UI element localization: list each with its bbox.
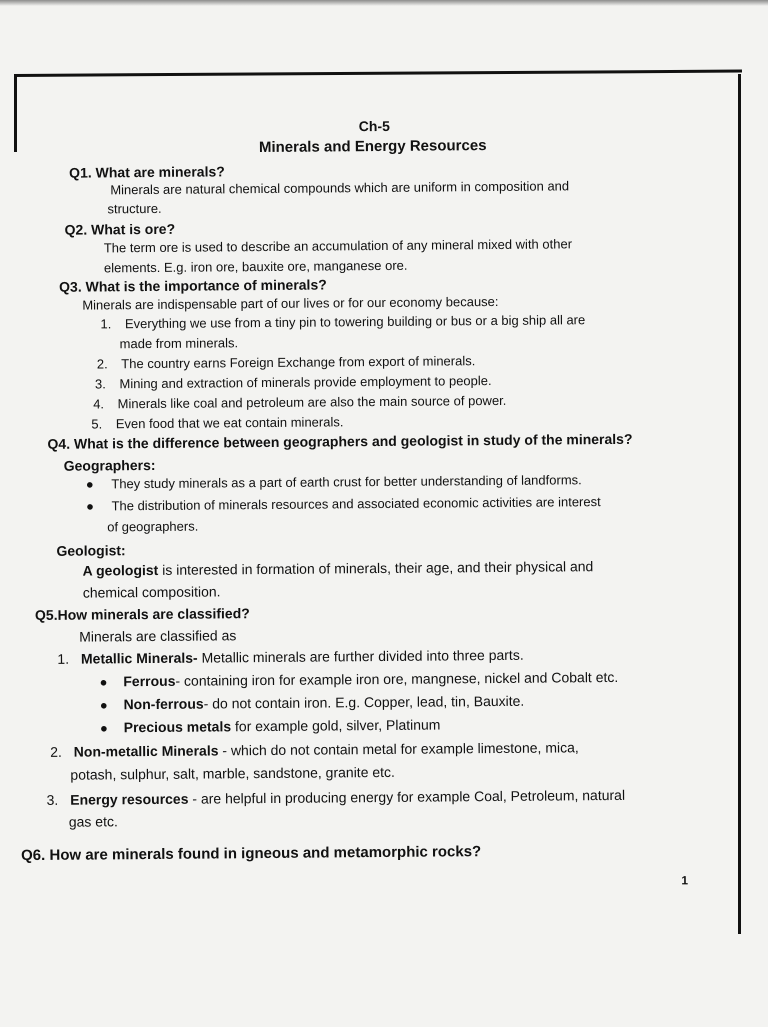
bullet-icon: ● [85,476,94,492]
question-1 [69,163,225,180]
question-text: How minerals are classified? [57,605,250,623]
classification-item: 1. Metallic Minerals- Metallic minerals are further divided into three parts. [57,646,524,667]
list-item: 5. Even food that we eat contain minerals. [91,414,344,432]
subheading-geologist: Geologist: [56,542,126,559]
question-2 [65,221,176,238]
list-item: 4. Minerals like coal and petroleum are also the main source of power. [93,392,507,412]
question-label: Q5. [34,606,58,624]
list-item-continuation: made from minerals. [119,335,239,352]
answer-line: elements. E.g. iron ore, bauxite ore, manganese ore. [103,257,408,276]
bullet-icon: ● [85,498,94,514]
question-text: What is the importance of minerals? [85,276,327,295]
bullet-item-continuation: of geographers. [107,518,199,535]
question-label: Q1. [69,164,92,181]
question-5 [35,605,250,623]
bullet-item: ● They study minerals as a part of earth crust for better understanding of landforms. [85,472,582,492]
question-label: Q3. [59,278,82,295]
bullet-item: ● Precious metals for example gold, silver, Platinum [99,716,441,736]
classification-item-continuation: potash, sulphur, salt, marble, sandstone, granite etc. [70,763,395,783]
classification-item: 3. Energy resources - are helpful in producing energy for example Coal, Petroleum, natural [46,786,626,808]
question-text: What are minerals? [95,163,225,181]
geologist-line: chemical composition. [82,583,221,601]
question-text: How are minerals found in igneous and metamorphic rocks? [49,843,482,864]
question-4 [47,431,632,452]
question-text: What is ore? [91,220,176,238]
question-label: Q2. [64,221,88,238]
question-3 [59,276,327,294]
classification-item: 2. Non-metallic Minerals - which do not contain metal for example limestone, mica, [50,739,579,760]
chapter-heading: Ch-5 [358,117,390,135]
list-item: 1. Everything we use from a tiny pin to towering building or bus or a big ship all are [100,312,586,332]
answer-line: The term ore is used to describe an accumulation of any mineral mixed with other [103,236,573,256]
answer-intro: Minerals are indispensable part of our lives or for our economy because: [82,293,499,313]
bullet-icon: ● [99,720,108,736]
question-6 [21,843,481,864]
answer-intro: Minerals are classified as [79,627,237,645]
page-number: 1 [681,873,689,888]
subheading-geographers: Geographers: [63,456,156,474]
geologist-line: A geologist is interested in formation of minerals, their age, and their physical and [82,558,594,579]
bullet-item: ● Non-ferrous- do not contain iron. E.g. Copper, lead, tin, Bauxite. [99,692,525,713]
classification-item-continuation: gas etc. [68,813,118,830]
list-item: 3. Mining and extraction of minerals provide employment to people. [94,373,492,392]
bullet-icon: ● [99,674,108,690]
question-label: Q6. [21,846,46,865]
question-label: Q4. [47,435,71,452]
answer-line: structure. [107,200,162,217]
page-title: Minerals and Energy Resources [258,137,487,157]
bullet-item: ● The distribution of minerals resources and associated economic activities are interest [85,494,601,514]
list-item: 2. The country earns Foreign Exchange from export of minerals. [96,353,476,372]
question-text: What is the difference between geographers and geologist in study of the minerals? [73,430,633,452]
answer-line: Minerals are natural chemical compounds which are uniform in composition and [110,178,570,198]
bullet-item: ● Ferrous- containing iron for example iron ore, mangnese, nickel and Cobalt etc. [99,668,619,690]
bullet-icon: ● [99,697,108,713]
